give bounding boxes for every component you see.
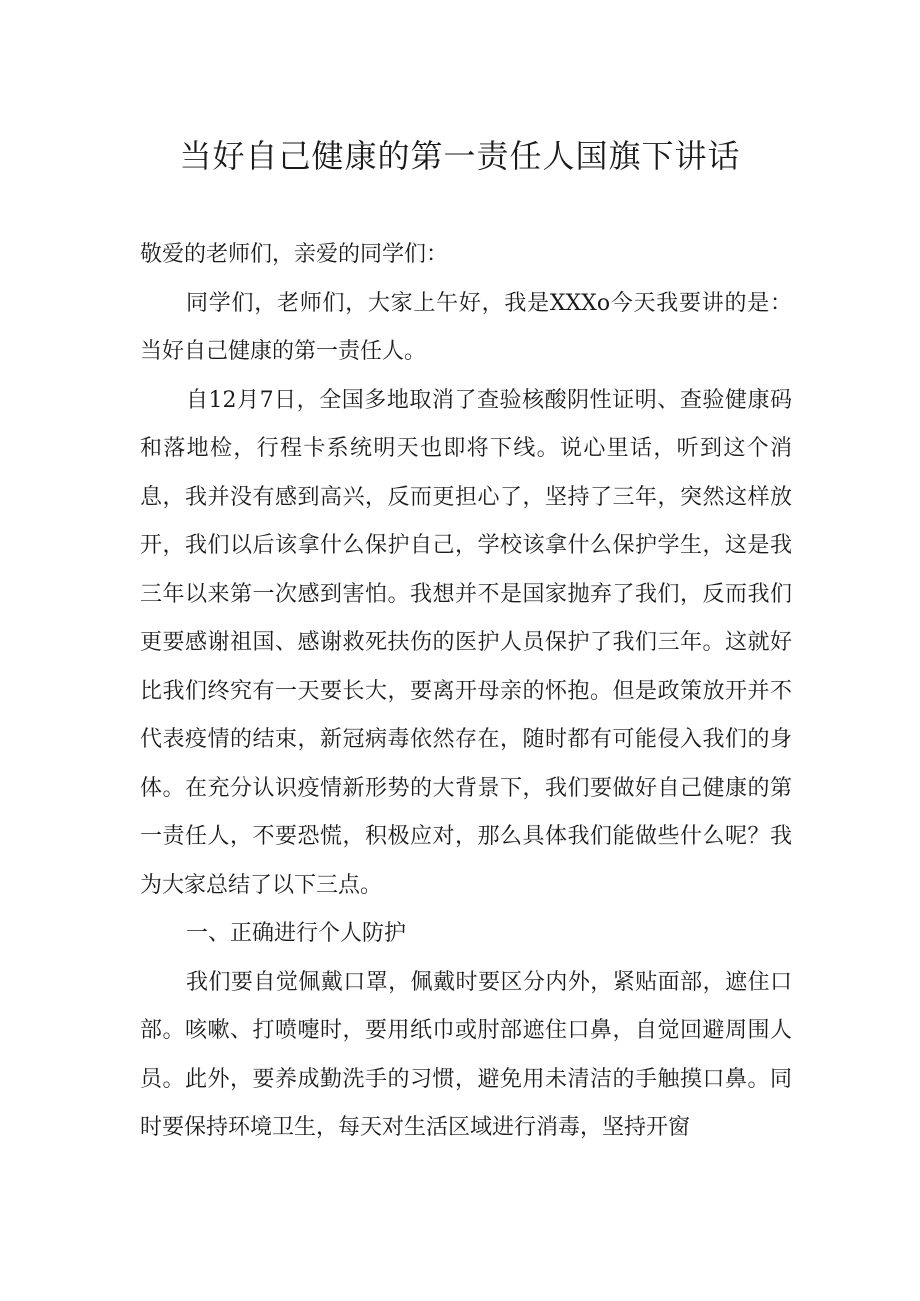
- document-title: 当好自己健康的第一责任人国旗下讲话: [179, 137, 741, 175]
- document-body: [140, 231, 792, 1153]
- paragraph-personal-protection: 我们要自觉佩戴口罩，佩戴时要区分内外，紧贴面部，遮住口部。咳嗽、打喷嚏时，要用纸巾或肘部遮住口鼻，自觉回避周围人员。此外，要养成勤洗手的习惯，避免用未清洁的手触摸口鼻。同时要保持环境卫生，每天对生活区域进行消毒，坚持开窗: [140, 969, 792, 1140]
- section-heading-personal-protection: 一、正确进行个人防护: [186, 921, 407, 946]
- paragraph-background: 自12月7日，全国多地取消了查验核酸阴性证明、查验健康码和落地检，行程卡系统明天也即将下线。说心里话，听到这个消息，我并没有感到高兴，反而更担心了，坚持了三年，突然这样放开，我们以后该拿什么保护自己，学校该拿什么保护学生，这是我三年以来第一次感到害怕。我想并不是国家抛弃了我们，反而我们更要感谢祖国、感谢救死扶伤的医护人员保护了我们三年。这就好比我们终究有一天要长大，要离开母亲的怀抱。但是政策放开并不代表疫情的结束，新冠病毒依然存在，随时都有可能侵入我们的身体。在充分认识疫情新形势的大背景下，我们要做好自己健康的第一责任人，不要恐慌，积极应对，那么具体我们能做些什么呢？我为大家总结了以下三点。: [140, 387, 792, 898]
- salutation: 敬爱的老师们，亲爱的同学们：: [140, 242, 449, 267]
- paragraph-greeting: 同学们，老师们，大家上午好，我是XXXo今天我要讲的是：当好自己健康的第一责任人。: [140, 290, 792, 364]
